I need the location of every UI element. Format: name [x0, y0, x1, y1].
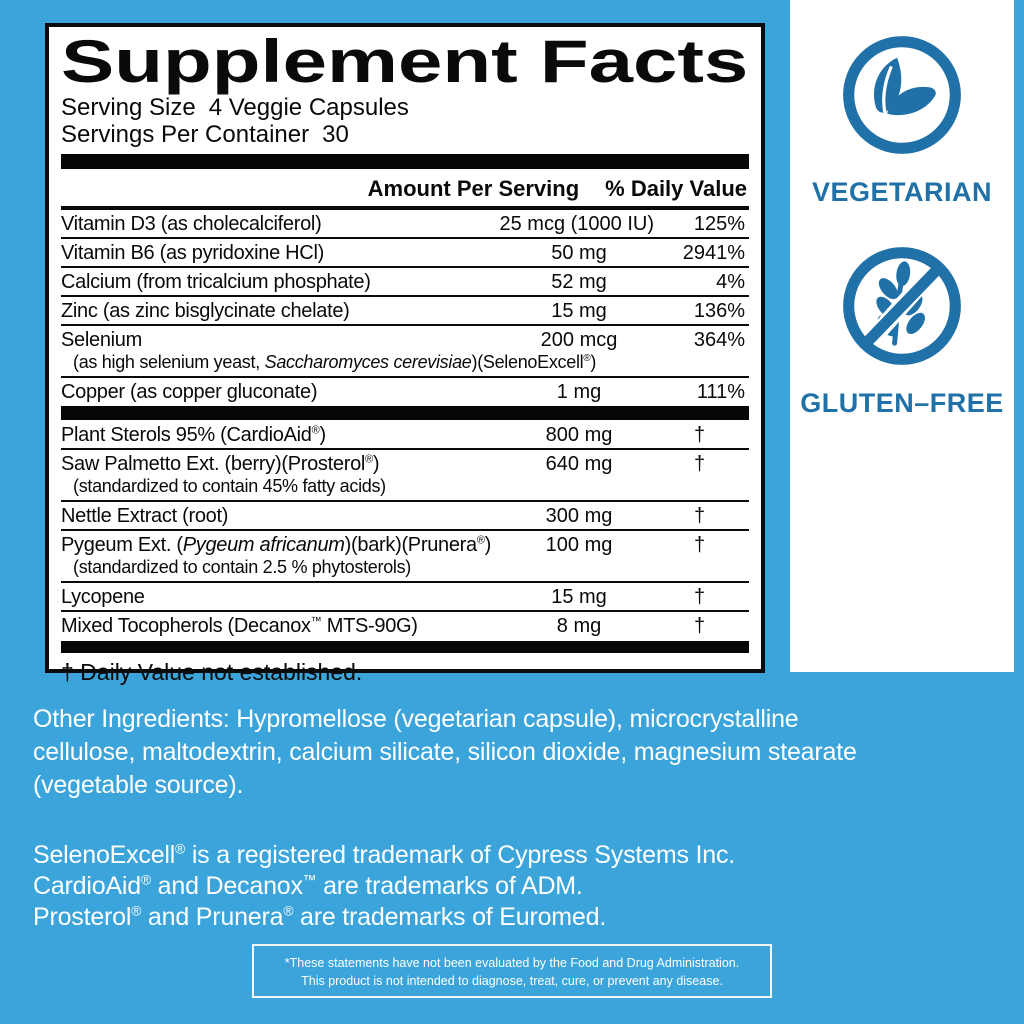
facts-title: Supplement Facts — [61, 28, 749, 95]
facts-row — [61, 421, 749, 448]
ingredient-name: Selenium — [61, 329, 142, 351]
facts-row — [61, 448, 749, 500]
other-ingredients-line: Other Ingredients: Hypromellose (vegetarian capsule), microcrystalline — [33, 705, 799, 733]
serving-size-value: 4 Veggie Capsules — [208, 94, 409, 121]
ingredient-amount: 100 mg — [545, 534, 613, 556]
daily-value-footnote: † Daily Value not established. — [61, 659, 363, 685]
ingredient-name: Zinc (as zinc bisglycinate chelate) — [61, 300, 350, 322]
ingredient-daily-value: 111% — [696, 381, 745, 403]
ingredient-name: Vitamin B6 (as pyridoxine HCl) — [61, 242, 324, 264]
ingredient-daily-value: 125% — [693, 213, 745, 235]
gluten-free-label: GLUTEN–FREE — [800, 388, 1004, 418]
facts-row — [61, 324, 749, 376]
ingredient-amount: 1 mg — [556, 381, 602, 403]
ingredient-amount: 200 mcg — [540, 329, 618, 351]
ingredient-amount: 800 mg — [545, 424, 613, 446]
facts-column-header — [61, 169, 749, 210]
serving-size-label: Serving Size — [61, 94, 196, 121]
other-ingredients — [33, 703, 857, 802]
serving-size-line — [61, 94, 749, 121]
other-ingredients-line: cellulose, maltodextrin, calcium silicate, silicon dioxide, magnesium stearate — [33, 738, 857, 766]
trademark-line: Prosterol® and Prunera® are trademarks of Euromed. — [33, 903, 607, 931]
trademark-line: CardioAid® and Decanox™ are trademarks of ADM. — [33, 872, 583, 900]
ingredient-daily-value: 2941% — [682, 242, 745, 264]
facts-title-wrap — [61, 29, 749, 94]
ingredient-name: Nettle Extract (root) — [61, 505, 229, 527]
thick-divider-bottom — [61, 641, 749, 653]
section-divider — [61, 406, 749, 420]
ingredient-amount: 15 mg — [551, 300, 607, 322]
facts-row — [61, 266, 749, 295]
ingredient-daily-value: † — [693, 586, 706, 608]
ingredient-name: Vitamin D3 (as cholecalciferol) — [61, 213, 322, 235]
facts-row — [61, 376, 749, 405]
ingredient-daily-value: † — [693, 424, 706, 446]
fda-disclaimer-box — [252, 944, 772, 998]
ingredient-name: Calcium (from tricalcium phosphate) — [61, 271, 371, 293]
ingredient-daily-value: 136% — [693, 300, 745, 322]
thick-divider-top — [61, 154, 749, 169]
facts-row — [61, 529, 749, 581]
leaves-icon — [840, 33, 964, 157]
fda-disclaimer-line2: This product is not intended to diagnose, treat, cure, or prevent any disease. — [301, 974, 723, 988]
ingredient-amount: 300 mg — [545, 505, 613, 527]
ingredient-daily-value: † — [693, 505, 706, 527]
trademark-line: SelenoExcell® is a registered trademark of Cypress Systems Inc. — [33, 841, 735, 869]
facts-row — [61, 610, 749, 639]
facts-row — [61, 295, 749, 324]
ingredient-name: Plant Sterols 95% (CardioAid®) — [61, 424, 326, 446]
ingredient-daily-value: † — [693, 534, 706, 556]
ingredient-name: Pygeum Ext. (Pygeum africanum)(bark)(Prunera®) — [61, 534, 492, 556]
trademark-notes — [33, 840, 735, 933]
ingredient-amount: 640 mg — [545, 453, 613, 475]
facts-row — [61, 581, 749, 610]
ingredient-daily-value: † — [693, 615, 706, 637]
ingredient-name: Mixed Tocopherols (Decanox™ MTS-90G) — [61, 615, 418, 637]
servings-per-container-value: 30 — [322, 121, 349, 148]
ingredient-amount: 50 mg — [551, 242, 607, 264]
ingredient-amount: 8 mg — [556, 615, 602, 637]
supplement-facts-panel — [45, 23, 765, 685]
fda-disclaimer-line1: *These statements have not been evaluated by the Food and Drug Administration. — [284, 956, 740, 970]
ingredient-name: Copper (as copper gluconate) — [61, 381, 318, 403]
ingredient-name: Saw Palmetto Ext. (berry)(Prosterol®) — [61, 453, 380, 475]
facts-row — [61, 500, 749, 529]
ingredient-subnote: (standardized to contain 45% fatty acids) — [73, 476, 386, 496]
ingredient-amount: 15 mg — [551, 586, 607, 608]
crossed-wheat-icon — [840, 244, 964, 368]
facts-row — [61, 210, 749, 237]
ingredient-subnote: (as high selenium yeast, Saccharomyces cerevisiae)(SelenoExcell®) — [73, 352, 597, 372]
col-percent-daily-value: % Daily Value — [605, 176, 747, 201]
facts-rows — [61, 210, 749, 639]
vegetarian-label: VEGETARIAN — [811, 177, 992, 207]
ingredient-amount: 25 mcg (1000 IU) — [499, 213, 654, 235]
servings-per-container-label: Servings Per Container — [61, 121, 310, 148]
ingredient-daily-value: † — [693, 453, 706, 475]
other-ingredients-line: (vegetable source). — [33, 771, 244, 799]
col-amount-per-serving: Amount Per Serving — [367, 176, 580, 201]
facts-row — [61, 237, 749, 266]
ingredient-subnote: (standardized to contain 2.5 % phytosterols) — [73, 557, 411, 577]
ingredient-amount: 52 mg — [551, 271, 607, 293]
ingredient-name: Lycopene — [61, 586, 145, 608]
badges-panel — [790, 0, 1014, 672]
servings-per-container-line — [61, 121, 749, 148]
ingredient-daily-value: 364% — [693, 329, 745, 351]
ingredient-daily-value: 4% — [716, 271, 745, 293]
